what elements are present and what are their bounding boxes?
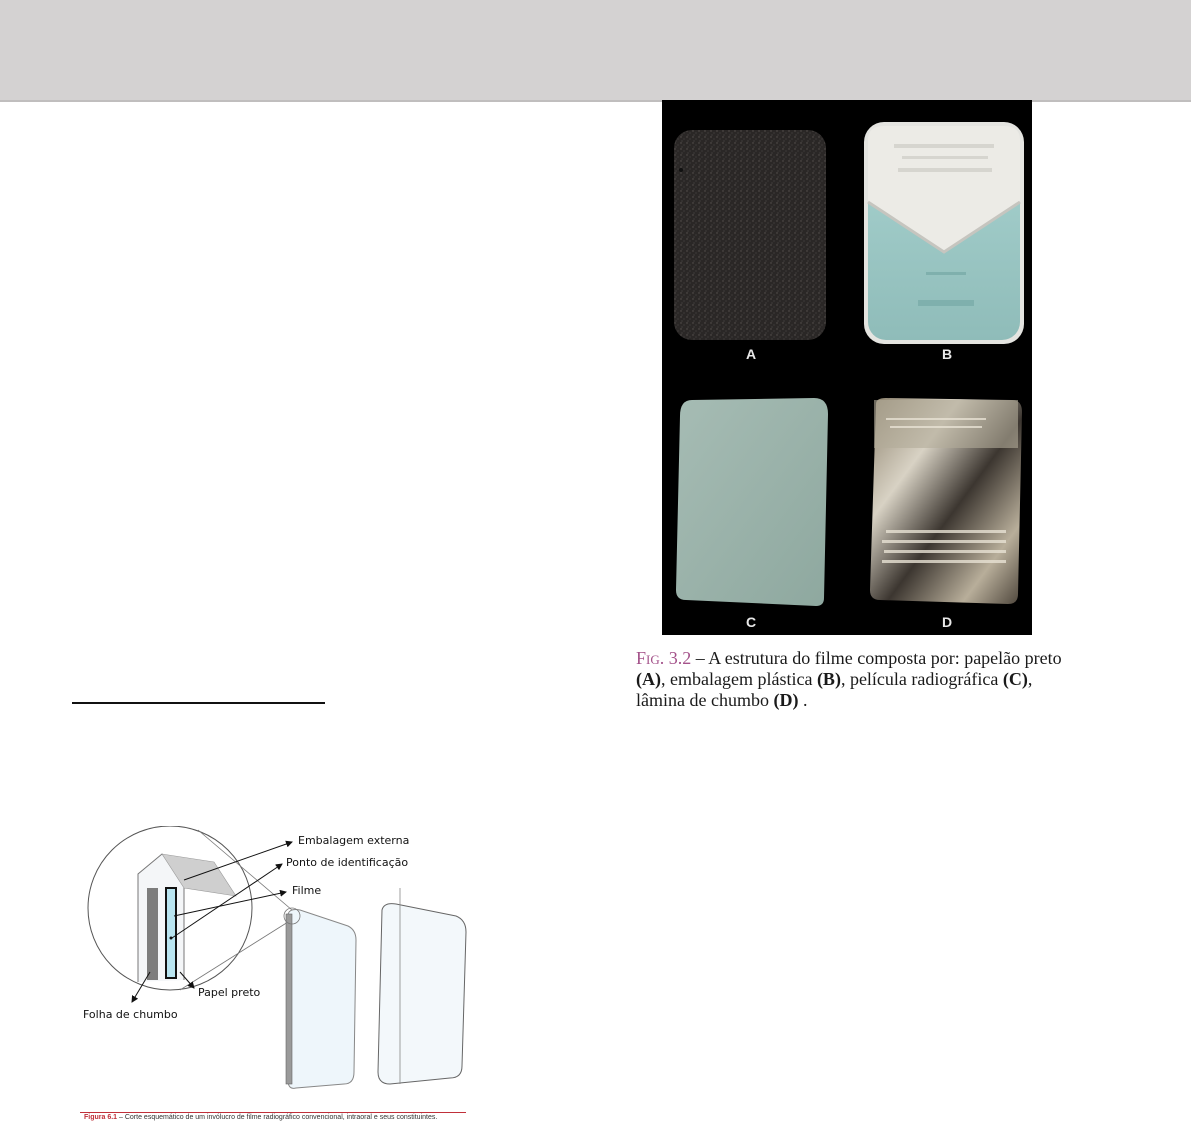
panel-a-black-cardboard — [674, 130, 826, 340]
panel-a-notch — [679, 168, 683, 172]
film-layer — [166, 888, 176, 978]
film-components-svg — [662, 100, 1032, 635]
packet-front-view — [378, 888, 466, 1084]
film-packet-diagram — [80, 826, 470, 1121]
label-film: Filme — [292, 884, 322, 897]
caption-ref-b: (B) — [816, 669, 841, 689]
label-lead-foil: Folha de chumbo — [83, 1008, 178, 1021]
diagram-svg — [80, 826, 470, 1112]
caption-part-1: A estrutura do filme composta por: papelão preto — [708, 648, 1062, 668]
film-components-photo — [662, 100, 1032, 635]
caption-part-4: , lâmina de chumbo — [636, 669, 1033, 710]
caption-ref-d: (D) — [773, 690, 799, 710]
label-outer-packaging: Embalagem externa — [298, 834, 410, 847]
label-id-dot: Ponto de identificação — [286, 856, 409, 869]
lead-foil-layer — [147, 888, 158, 980]
caption-part-3: , película radiográfica — [840, 669, 1003, 689]
diagram-fig-num: Figura 6.1 — [84, 1114, 118, 1121]
label-black-paper: Papel preto — [198, 986, 261, 999]
top-gray-band — [0, 0, 1191, 100]
caption-part-2: , embalagem plástica — [661, 669, 817, 689]
panel-label-a: A — [746, 346, 757, 362]
caption-ref-c: (C) — [1002, 669, 1028, 689]
diagram-caption-text: – Corte esquemático de um invólucro de filme radiográfico convencional, intraoral e seus constituintes. — [117, 1114, 438, 1121]
panel-d-lead-foil — [870, 398, 1022, 604]
diagram-caption — [84, 1114, 437, 1121]
diagram-caption-rule — [80, 1112, 466, 1113]
caption-ref-a: (A) — [636, 669, 661, 689]
caption-fig-label: Fig. 3.2 — [636, 648, 692, 668]
caption-dash: – — [691, 648, 709, 668]
panel-label-d: D — [942, 614, 953, 630]
caption-part-5: . — [798, 690, 808, 710]
panel-b-plastic-packet — [864, 122, 1024, 344]
section-underline — [72, 702, 325, 704]
panel-c-radiographic-film — [676, 398, 828, 606]
panel-label-b: B — [942, 346, 953, 362]
packet-side-view — [284, 908, 356, 1088]
panel-label-c: C — [746, 614, 757, 630]
photo-figure-caption — [636, 648, 1076, 711]
